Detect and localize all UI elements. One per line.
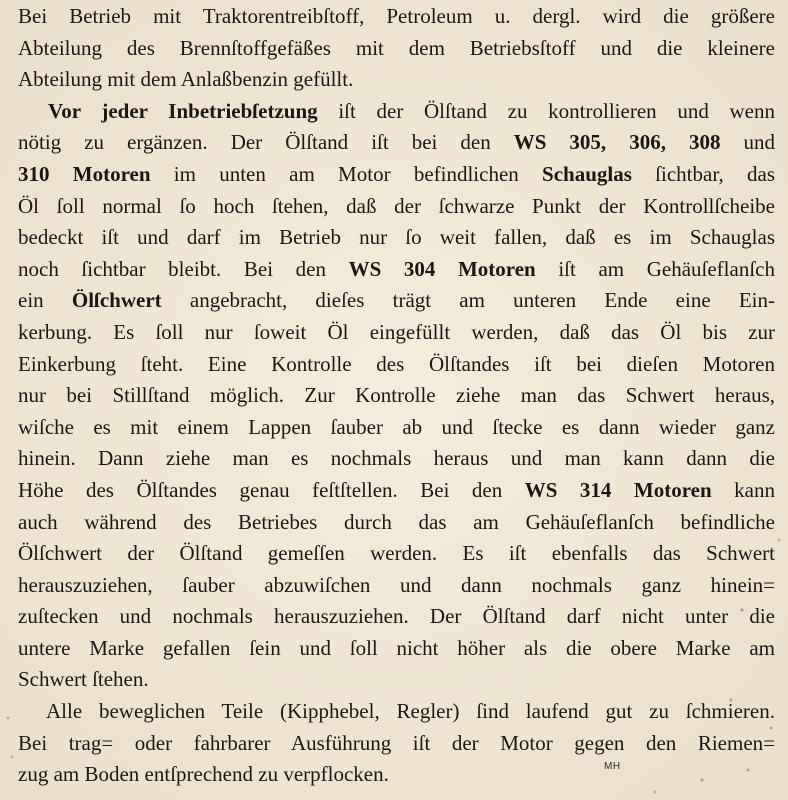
text-line xyxy=(18,254,775,286)
text-line xyxy=(18,349,775,381)
text-run: angebracht, dieſes trägt am unteren Ende eine Ein- xyxy=(161,288,776,313)
text-run: zug am Boden entſprechend zu verpflocken. xyxy=(18,762,389,787)
text-line xyxy=(18,728,775,760)
text-line xyxy=(18,696,775,728)
bold-text: Ölſchwert xyxy=(71,288,162,313)
text-run: iſt der Ölſtand zu kontrollieren und wenn xyxy=(317,98,775,123)
text-run: bedeckt iſt und darf im Betrieb nur ſo weit fallen, daß es im Schauglas xyxy=(18,225,775,250)
text-run: Ölſchwert der Ölſtand gemeſſen werden. Es iſt ebenfalls das Schwert xyxy=(18,541,775,566)
bold-text: WS 304 Motoren xyxy=(348,256,536,281)
text-run: iſt am Gehäuſeflanſch xyxy=(535,256,775,281)
text-line xyxy=(18,317,775,349)
text-run: Einkerbung ſteht. Eine Kontrolle des Ölſtandes iſt bei dieſen Motoren xyxy=(18,351,775,376)
text-line xyxy=(18,96,775,128)
text-line xyxy=(18,570,775,602)
text-run: Alle beweglichen Teile (Kipphebel, Regler) ſind laufend gut zu ſchmieren. xyxy=(46,699,775,724)
text-line xyxy=(18,475,775,507)
text-run: untere Marke gefallen ſein und ſoll nicht höher als die obere Marke am xyxy=(18,635,775,660)
text-line xyxy=(18,443,775,475)
bold-text: WS 314 Motoren xyxy=(524,477,712,502)
text-run: im unten am Motor befindlichen xyxy=(150,161,543,186)
text-line xyxy=(18,380,775,412)
bold-text: Schauglas xyxy=(542,161,632,186)
text-run: ein xyxy=(18,288,72,313)
text-line xyxy=(18,1,775,33)
text-line xyxy=(18,759,775,791)
text-run: Öl ſoll normal ſo hoch ſtehen, daß der ſchwarze Punkt der Kontrollſcheibe xyxy=(18,193,775,218)
text-run: noch ſichtbar bleibt. Bei den xyxy=(18,256,349,281)
paragraph-lubrication xyxy=(18,696,775,791)
paragraph-fuel xyxy=(18,1,775,96)
text-run: herauszuziehen, ſauber abzuwiſchen und dann nochmals ganz hinein= xyxy=(18,572,775,597)
paragraph-oil-level xyxy=(18,96,775,696)
text-run: Bei Betrieb mit Traktorentreibſtoff, Petroleum u. dergl. wird die größere xyxy=(18,4,775,28)
text-line xyxy=(18,64,775,96)
text-line xyxy=(18,538,775,570)
text-run: Abteilung des Brennſtoffgefäßes mit dem Betriebsſtoff und die kleinere xyxy=(18,35,775,60)
text-line xyxy=(18,601,775,633)
text-line xyxy=(18,285,775,317)
text-run: Abteilung mit dem Anlaßbenzin gefüllt. xyxy=(18,67,354,92)
text-run: Höhe des Ölſtandes genau feſtſtellen. Bei den xyxy=(18,477,525,502)
text-run: zuſtecken und nochmals herauszuziehen. Der Ölſtand darf nicht unter die xyxy=(18,604,775,629)
text-line xyxy=(18,664,775,696)
text-line xyxy=(18,507,775,539)
bold-text: 310 Motoren xyxy=(18,161,151,186)
text-run: ſichtbar, das xyxy=(631,161,775,186)
text-run: nur bei Stillſtand möglich. Zur Kontrolle ziehe man das Schwert heraus, xyxy=(18,383,775,408)
bold-text: WS 305, 306, 308 xyxy=(513,130,721,155)
text-run: Bei trag= oder fahrbarer Ausführung iſt der Motor gegen den Riemen= xyxy=(18,730,775,755)
bold-text: Vor jeder Inbetriebſetzung xyxy=(48,98,318,123)
text-run: wiſche es mit einem Lappen ſauber ab und ſtecke es dann wieder ganz xyxy=(18,414,775,439)
text-line xyxy=(18,33,775,65)
text-line xyxy=(18,222,775,254)
text-run: und xyxy=(720,130,775,155)
text-run: hinein. Dann ziehe man es nochmals heraus und man kann dann die xyxy=(18,446,775,471)
text-run: kann xyxy=(711,477,775,502)
text-run: auch während des Betriebes durch das am Gehäuſeflanſch befindliche xyxy=(18,509,775,534)
text-run: Schwert ſtehen. xyxy=(18,667,149,692)
text-line xyxy=(18,633,775,665)
initials-mark: MH xyxy=(604,761,621,772)
text-run: kerbung. Es ſoll nur ſoweit Öl eingefüllt werden, daß das Öl bis zur xyxy=(18,319,775,344)
text-line xyxy=(18,159,775,191)
text-line xyxy=(18,191,775,223)
text-line xyxy=(18,412,775,444)
text-run: nötig zu ergänzen. Der Ölſtand iſt bei den xyxy=(18,130,514,155)
text-line xyxy=(18,127,775,159)
